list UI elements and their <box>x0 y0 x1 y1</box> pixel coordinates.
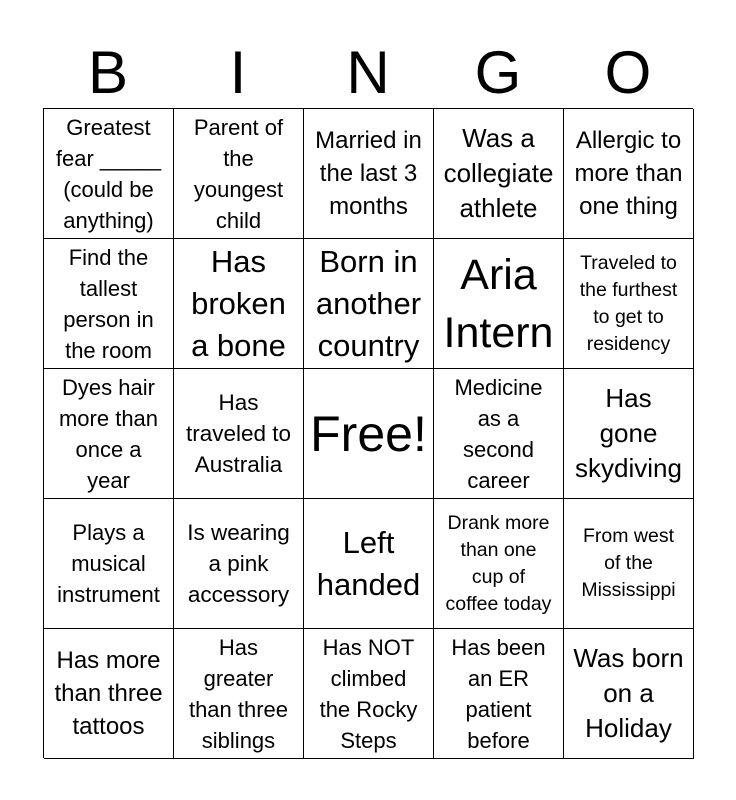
cell-text: Drank more than one cup of coffee today <box>445 511 552 615</box>
bingo-cell[interactable] <box>44 109 174 239</box>
bingo-cell[interactable] <box>304 239 434 369</box>
bingo-cell[interactable] <box>174 499 304 629</box>
cell-text: Find the tallest person in the room <box>63 244 154 363</box>
bingo-cell[interactable] <box>564 109 694 239</box>
cell-text: Has more than three tattoos <box>54 647 163 740</box>
cell-text: Was born on a Holiday <box>573 643 684 743</box>
cell-text: Has traveled to Australia <box>185 390 292 477</box>
cell-text: Greatest fear _____ (could be anything) <box>55 114 162 233</box>
cell-text: Has NOT climbed the Rocky Steps <box>319 634 418 753</box>
bingo-header <box>43 40 693 106</box>
bingo-cell[interactable] <box>174 629 304 759</box>
cell-text: Aria Intern <box>443 250 554 357</box>
bingo-cell[interactable] <box>44 239 174 369</box>
bingo-cell[interactable] <box>564 629 694 759</box>
cell-text: Born in another country <box>315 243 422 363</box>
cell-text: Has gone skydiving <box>575 383 682 483</box>
header-letter-n: N <box>346 39 390 106</box>
cell-text: Parent of the youngest child <box>193 114 284 233</box>
bingo-cell[interactable] <box>304 629 434 759</box>
cell-text: Left handed <box>316 524 421 602</box>
header-letter-o: O <box>604 39 652 106</box>
bingo-cell[interactable] <box>434 369 564 499</box>
cell-text: Medicine as a second career <box>454 374 543 493</box>
free-cell[interactable] <box>304 369 434 499</box>
cell-text: Traveled to the furthest to get to residency <box>579 251 678 355</box>
bingo-cell[interactable] <box>434 109 564 239</box>
cell-text: From west of the Mississippi <box>581 525 676 601</box>
header-letter-g: G <box>474 39 522 106</box>
cell-text: Plays a musical instrument <box>57 520 160 607</box>
bingo-cell[interactable] <box>434 629 564 759</box>
bingo-cell[interactable] <box>174 109 304 239</box>
bingo-cell[interactable] <box>434 499 564 629</box>
cell-text: Has greater than three siblings <box>188 634 289 753</box>
cell-text: Has broken a bone <box>191 243 286 363</box>
bingo-cell[interactable] <box>174 239 304 369</box>
cell-text: Free! <box>310 405 427 462</box>
bingo-cell[interactable] <box>564 239 694 369</box>
bingo-grid <box>43 108 693 758</box>
cell-text: Was a collegiate athlete <box>443 123 554 223</box>
header-letter-b: B <box>87 39 129 106</box>
cell-text: Is wearing a pink accessory <box>187 520 290 607</box>
header-letter-i: I <box>229 39 247 106</box>
bingo-cell[interactable] <box>564 369 694 499</box>
bingo-cell[interactable] <box>44 629 174 759</box>
bingo-cell[interactable] <box>564 499 694 629</box>
cell-text: Allergic to more than one thing <box>574 127 683 220</box>
cell-text: Married in the last 3 months <box>315 127 422 220</box>
bingo-cell[interactable] <box>44 369 174 499</box>
bingo-cell[interactable] <box>434 239 564 369</box>
bingo-cell[interactable] <box>304 109 434 239</box>
bingo-cell[interactable] <box>304 499 434 629</box>
bingo-cell[interactable] <box>44 499 174 629</box>
cell-text: Has been an ER patient before <box>451 634 546 753</box>
cell-text: Dyes hair more than once a year <box>58 374 159 493</box>
bingo-cell[interactable] <box>174 369 304 499</box>
